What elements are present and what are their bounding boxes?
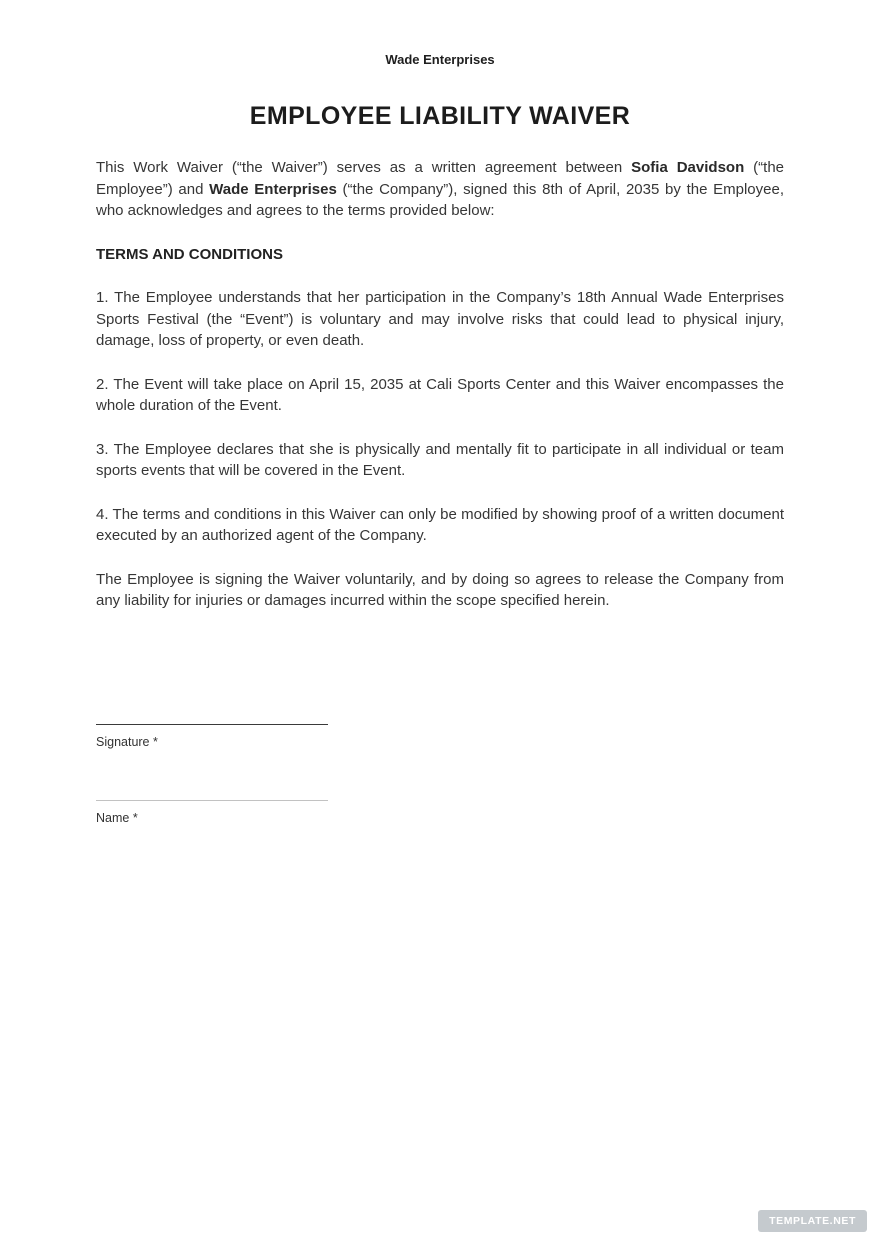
signature-line[interactable] [96, 724, 328, 725]
term-item-4: 4. The terms and conditions in this Waiver can only be modified by showing proof of a written document executed by an authorized agent of the Company. [96, 505, 784, 544]
company-name-inline: Wade Enterprises [209, 180, 337, 198]
closing-paragraph: The Employee is signing the Waiver voluntarily, and by doing so agrees to release the Company from any liability for injuries or damages incurred within the scope specified herein. [96, 570, 784, 609]
term-item-2: 2. The Event will take place on April 15, 2035 at Cali Sports Center and this Waiver encompasses the whole duration of the Event. [96, 375, 784, 414]
intro-text-2: (“the Employee”) and [96, 159, 785, 198]
intro-paragraph [96, 157, 784, 222]
intro-text-1: This Work Waiver (“the Waiver”) serves as a written agreement between [96, 159, 632, 176]
term-item-3: 3. The Employee declares that she is physically and mentally fit to participate in all individual or team sports events that will be covered in the Event. [96, 440, 784, 479]
terms-heading: TERMS AND CONDITIONS [96, 245, 283, 263]
intro-text-3: (“the Company”), signed this 8th of April, 2035 by the Employee, who acknowledges and agrees to the terms provided below: [96, 180, 784, 219]
name-line[interactable] [96, 800, 328, 801]
signature-label: Signature * [96, 734, 158, 749]
employee-name: Sofia Davidson [631, 159, 745, 176]
template-net-badge[interactable]: TEMPLATE.NET [758, 1210, 867, 1232]
document-title: EMPLOYEE LIABILITY WAIVER [249, 102, 631, 130]
term-item-1: 1. The Employee understands that her participation in the Company’s 18th Annual Wade Enterprises Sports Festival (the “Event”) is voluntary and may involve risks that could lead to physical injury, damage, loss of property, or even death. [96, 289, 784, 349]
name-label: Name * [96, 810, 138, 825]
signature-block [96, 724, 784, 826]
company-name-header: Wade Enterprises [385, 52, 495, 67]
